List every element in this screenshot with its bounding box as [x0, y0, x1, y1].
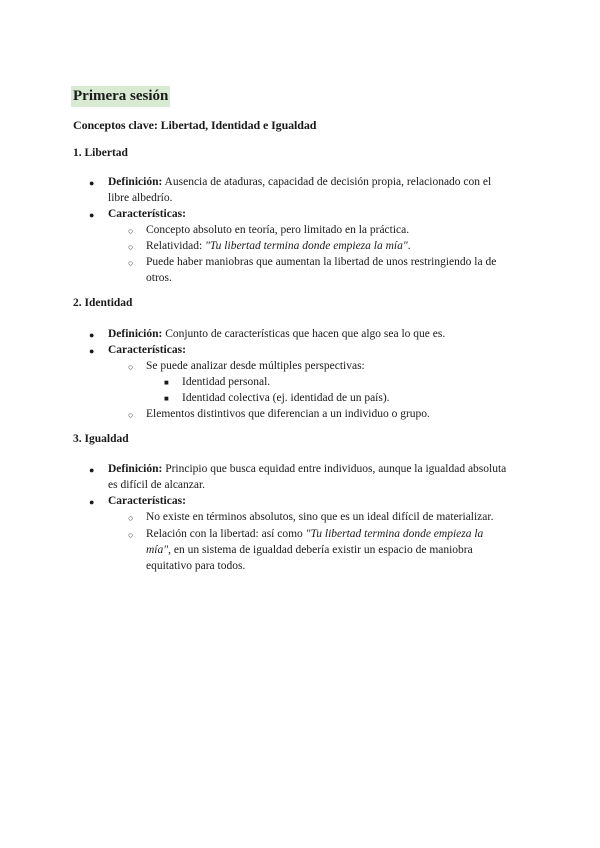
bullet-icon: ● — [89, 178, 95, 188]
igualdad-characteristics-label: Características: — [108, 495, 186, 507]
libertad-sub-item-cont: otros. — [146, 272, 172, 284]
identidad-subsub-item: Identidad personal. — [182, 376, 271, 388]
bullet-icon: ● — [89, 465, 95, 475]
circle-bullet-icon: ○ — [128, 258, 134, 268]
square-bullet-icon: ■ — [164, 394, 169, 403]
section-heading-libertad: 1. Libertad — [73, 147, 128, 159]
identidad-sub-item: Se puede analizar desde múltiples perspectivas: — [146, 360, 365, 372]
circle-bullet-icon: ○ — [128, 530, 134, 540]
libertad-definition: Definición: Ausencia de ataduras, capacidad de decisión propia, relacionado con el — [108, 176, 492, 188]
document-subtitle: Conceptos clave: Libertad, Identidad e Igualdad — [73, 118, 317, 132]
circle-bullet-icon: ○ — [128, 362, 134, 372]
bullet-icon: ● — [89, 210, 95, 220]
identidad-sub-item: Elementos distintivos que diferencian a un individuo o grupo. — [146, 408, 430, 420]
page-title: Primera sesión — [71, 86, 170, 107]
circle-bullet-icon: ○ — [128, 226, 134, 236]
igualdad-definition: Definición: Principio que busca equidad entre individuos, aunque la igualdad absoluta — [108, 463, 507, 475]
identidad-definition: Definición: Conjunto de características que hacen que algo sea lo que es. — [108, 328, 446, 340]
igualdad-sub-item: No existe en términos absolutos, sino que es un ideal difícil de materializar. — [146, 511, 494, 523]
square-bullet-icon: ■ — [164, 378, 169, 387]
identidad-subsub-item: Identidad colectiva (ej. identidad de un país). — [182, 392, 390, 404]
bullet-icon: ● — [89, 330, 95, 340]
identidad-characteristics-label: Características: — [108, 344, 186, 356]
libertad-definition-cont: libre albedrío. — [108, 192, 173, 204]
libertad-characteristics-label: Características: — [108, 208, 186, 220]
circle-bullet-icon: ○ — [128, 513, 134, 523]
libertad-sub-item: Concepto absoluto en teoría, pero limitado en la práctica. — [146, 224, 410, 236]
igualdad-sub-item-cont: mía", en un sistema de igualdad debería existir un espacio de maniobra — [146, 544, 473, 556]
circle-bullet-icon: ○ — [128, 242, 134, 252]
igualdad-definition-cont: es difícil de alcanzar. — [108, 479, 206, 491]
bullet-icon: ● — [89, 497, 95, 507]
section-heading-identidad: 2. Identidad — [73, 297, 133, 309]
igualdad-sub-item: Relación con la libertad: así como "Tu libertad termina donde empieza la — [146, 528, 484, 540]
section-heading-igualdad: 3. Igualdad — [73, 433, 129, 445]
circle-bullet-icon: ○ — [128, 410, 134, 420]
igualdad-sub-item-cont: equitativo para todos. — [146, 560, 246, 572]
libertad-sub-item: Puede haber maniobras que aumentan la libertad de unos restringiendo la de — [146, 256, 497, 268]
libertad-sub-item: Relatividad: "Tu libertad termina donde empieza la mía". — [146, 240, 411, 252]
bullet-icon: ● — [89, 346, 95, 356]
